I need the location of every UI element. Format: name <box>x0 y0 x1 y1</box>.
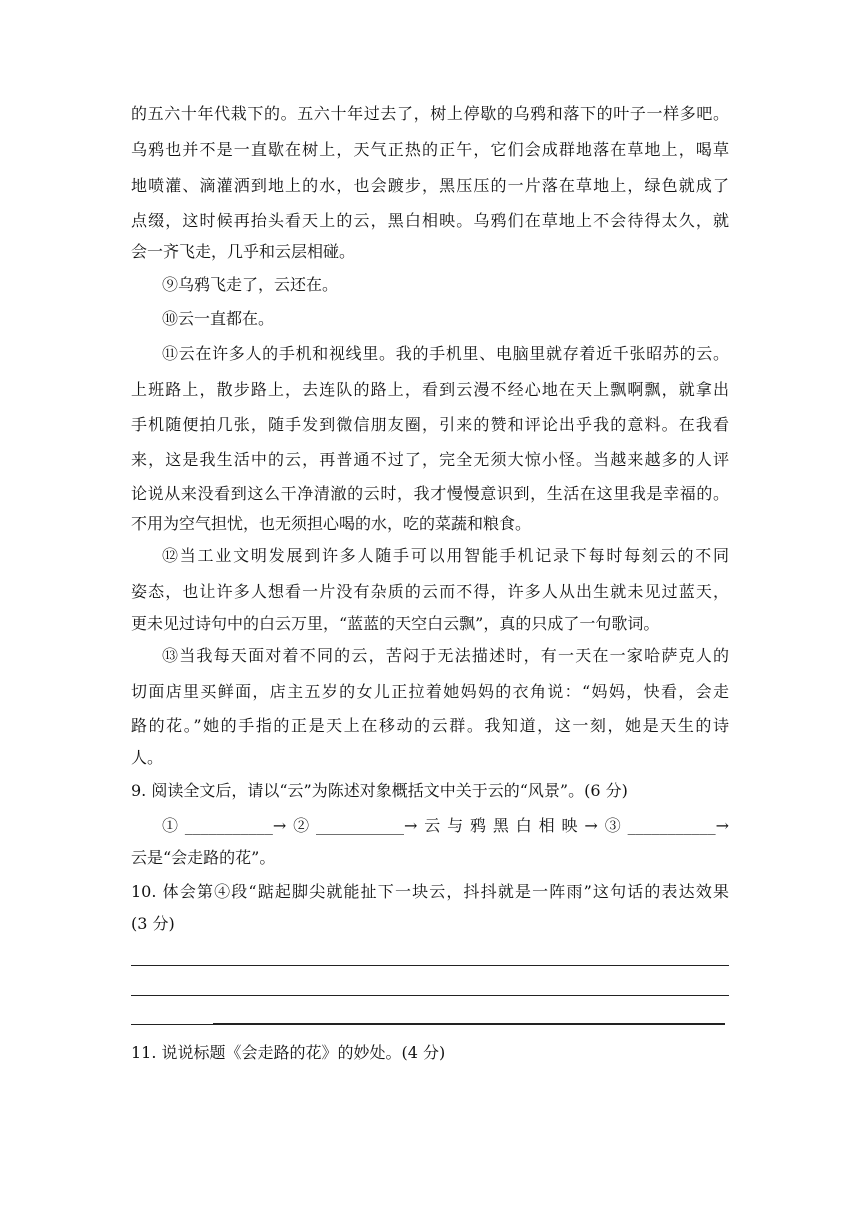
p12-line-2: 姿态，也让许多人想看一片没有杂质的云而不得，许多人从出生就未见过蓝天， <box>131 582 729 601</box>
p10-text: ⑩云一直都在。 <box>162 309 275 328</box>
p11-line-6: 不用为空气担忧，也无须担心喝的水，吃的菜蔬和粮食。 <box>131 514 532 533</box>
question-10-score: (3 分) <box>131 914 175 933</box>
answer-line-2[interactable] <box>131 995 729 996</box>
p8-line-4: 点缀，这时候再抬头看天上的云，黑白相映。乌鸦们在草地上不会待得太久，就 <box>131 211 729 230</box>
p11-line-1: ⑪云在许多人的手机和视线里。我的手机里、电脑里就存着近千张昭苏的云。 <box>162 344 729 363</box>
answer-line-3[interactable] <box>213 1023 725 1025</box>
question-9-answer-end: 云是“会走路的花”。 <box>131 848 276 867</box>
question-9-answer-line[interactable]: ①___________→②___________→云与鸦黑白相映→③___________→ <box>162 816 729 835</box>
question-10-title: 10. 体会第④段“踮起脚尖就能扯下一块云，抖抖就是一阵雨”这句话的表达效果 <box>131 882 729 901</box>
p8-line-5: 会一齐飞走，几乎和云层相碰。 <box>131 242 356 261</box>
p13-line-4: 人。 <box>131 748 164 767</box>
p8-line-2: 乌鸦也并不是一直歇在树上，天气正热的正午，它们会成群地落在草地上，喝草 <box>131 140 729 159</box>
p12-line-3: 更未见过诗句中的白云万里，“蓝蓝的天空白云飘”，真的只成了一句歌词。 <box>131 614 660 633</box>
p11-line-4: 来，这是我生活中的云，再普通不过了，完全无须大惊小怪。当越来越多的人评 <box>131 450 729 469</box>
p12-line-1: ⑫当工业文明发展到许多人随手可以用智能手机记录下每时每刻云的不同 <box>162 546 729 565</box>
p11-line-2: 上班路上，散步路上，去连队的路上，看到云漫不经心地在天上飘啊飘，就拿出 <box>131 380 729 399</box>
answer-line-3-start[interactable] <box>131 1024 213 1025</box>
answer-line-1[interactable] <box>131 965 729 966</box>
p8-line-1: 的五六十年代栽下的。五六十年过去了，树上停歇的乌鸦和落下的叶子一样多吧。 <box>131 104 729 123</box>
p13-line-1: ⑬当我每天面对着不同的云，苦闷于无法描述时，有一天在一家哈萨克人的 <box>162 646 729 665</box>
question-9-title: 9. 阅读全文后，请以“云”为陈述对象概括文中关于云的“风景”。(6 分) <box>131 781 628 800</box>
p11-line-5: 论说从来没看到这么干净清澈的云时，我才慢慢意识到，生活在这里我是幸福的。 <box>131 484 729 503</box>
p8-line-3: 地喷灌、滴灌洒到地上的水，也会踱步，黑压压的一片落在草地上，绿色就成了 <box>131 176 729 195</box>
p11-line-3: 手机随便拍几张，随手发到微信朋友圈，引来的赞和评论出乎我的意料。在我看 <box>131 415 729 434</box>
question-11-title: 11. 说说标题《会走路的花》的妙处。(4 分) <box>131 1043 446 1062</box>
p13-line-3: 路的花。”她的手指的正是天上在移动的云群。我知道，这一刻，她是天生的诗 <box>131 716 729 735</box>
p13-line-2: 切面店里买鲜面，店主五岁的女儿正拉着她妈妈的衣角说：“妈妈，快看，会走 <box>131 682 729 701</box>
p9-text: ⑨乌鸦飞走了，云还在。 <box>162 275 339 294</box>
